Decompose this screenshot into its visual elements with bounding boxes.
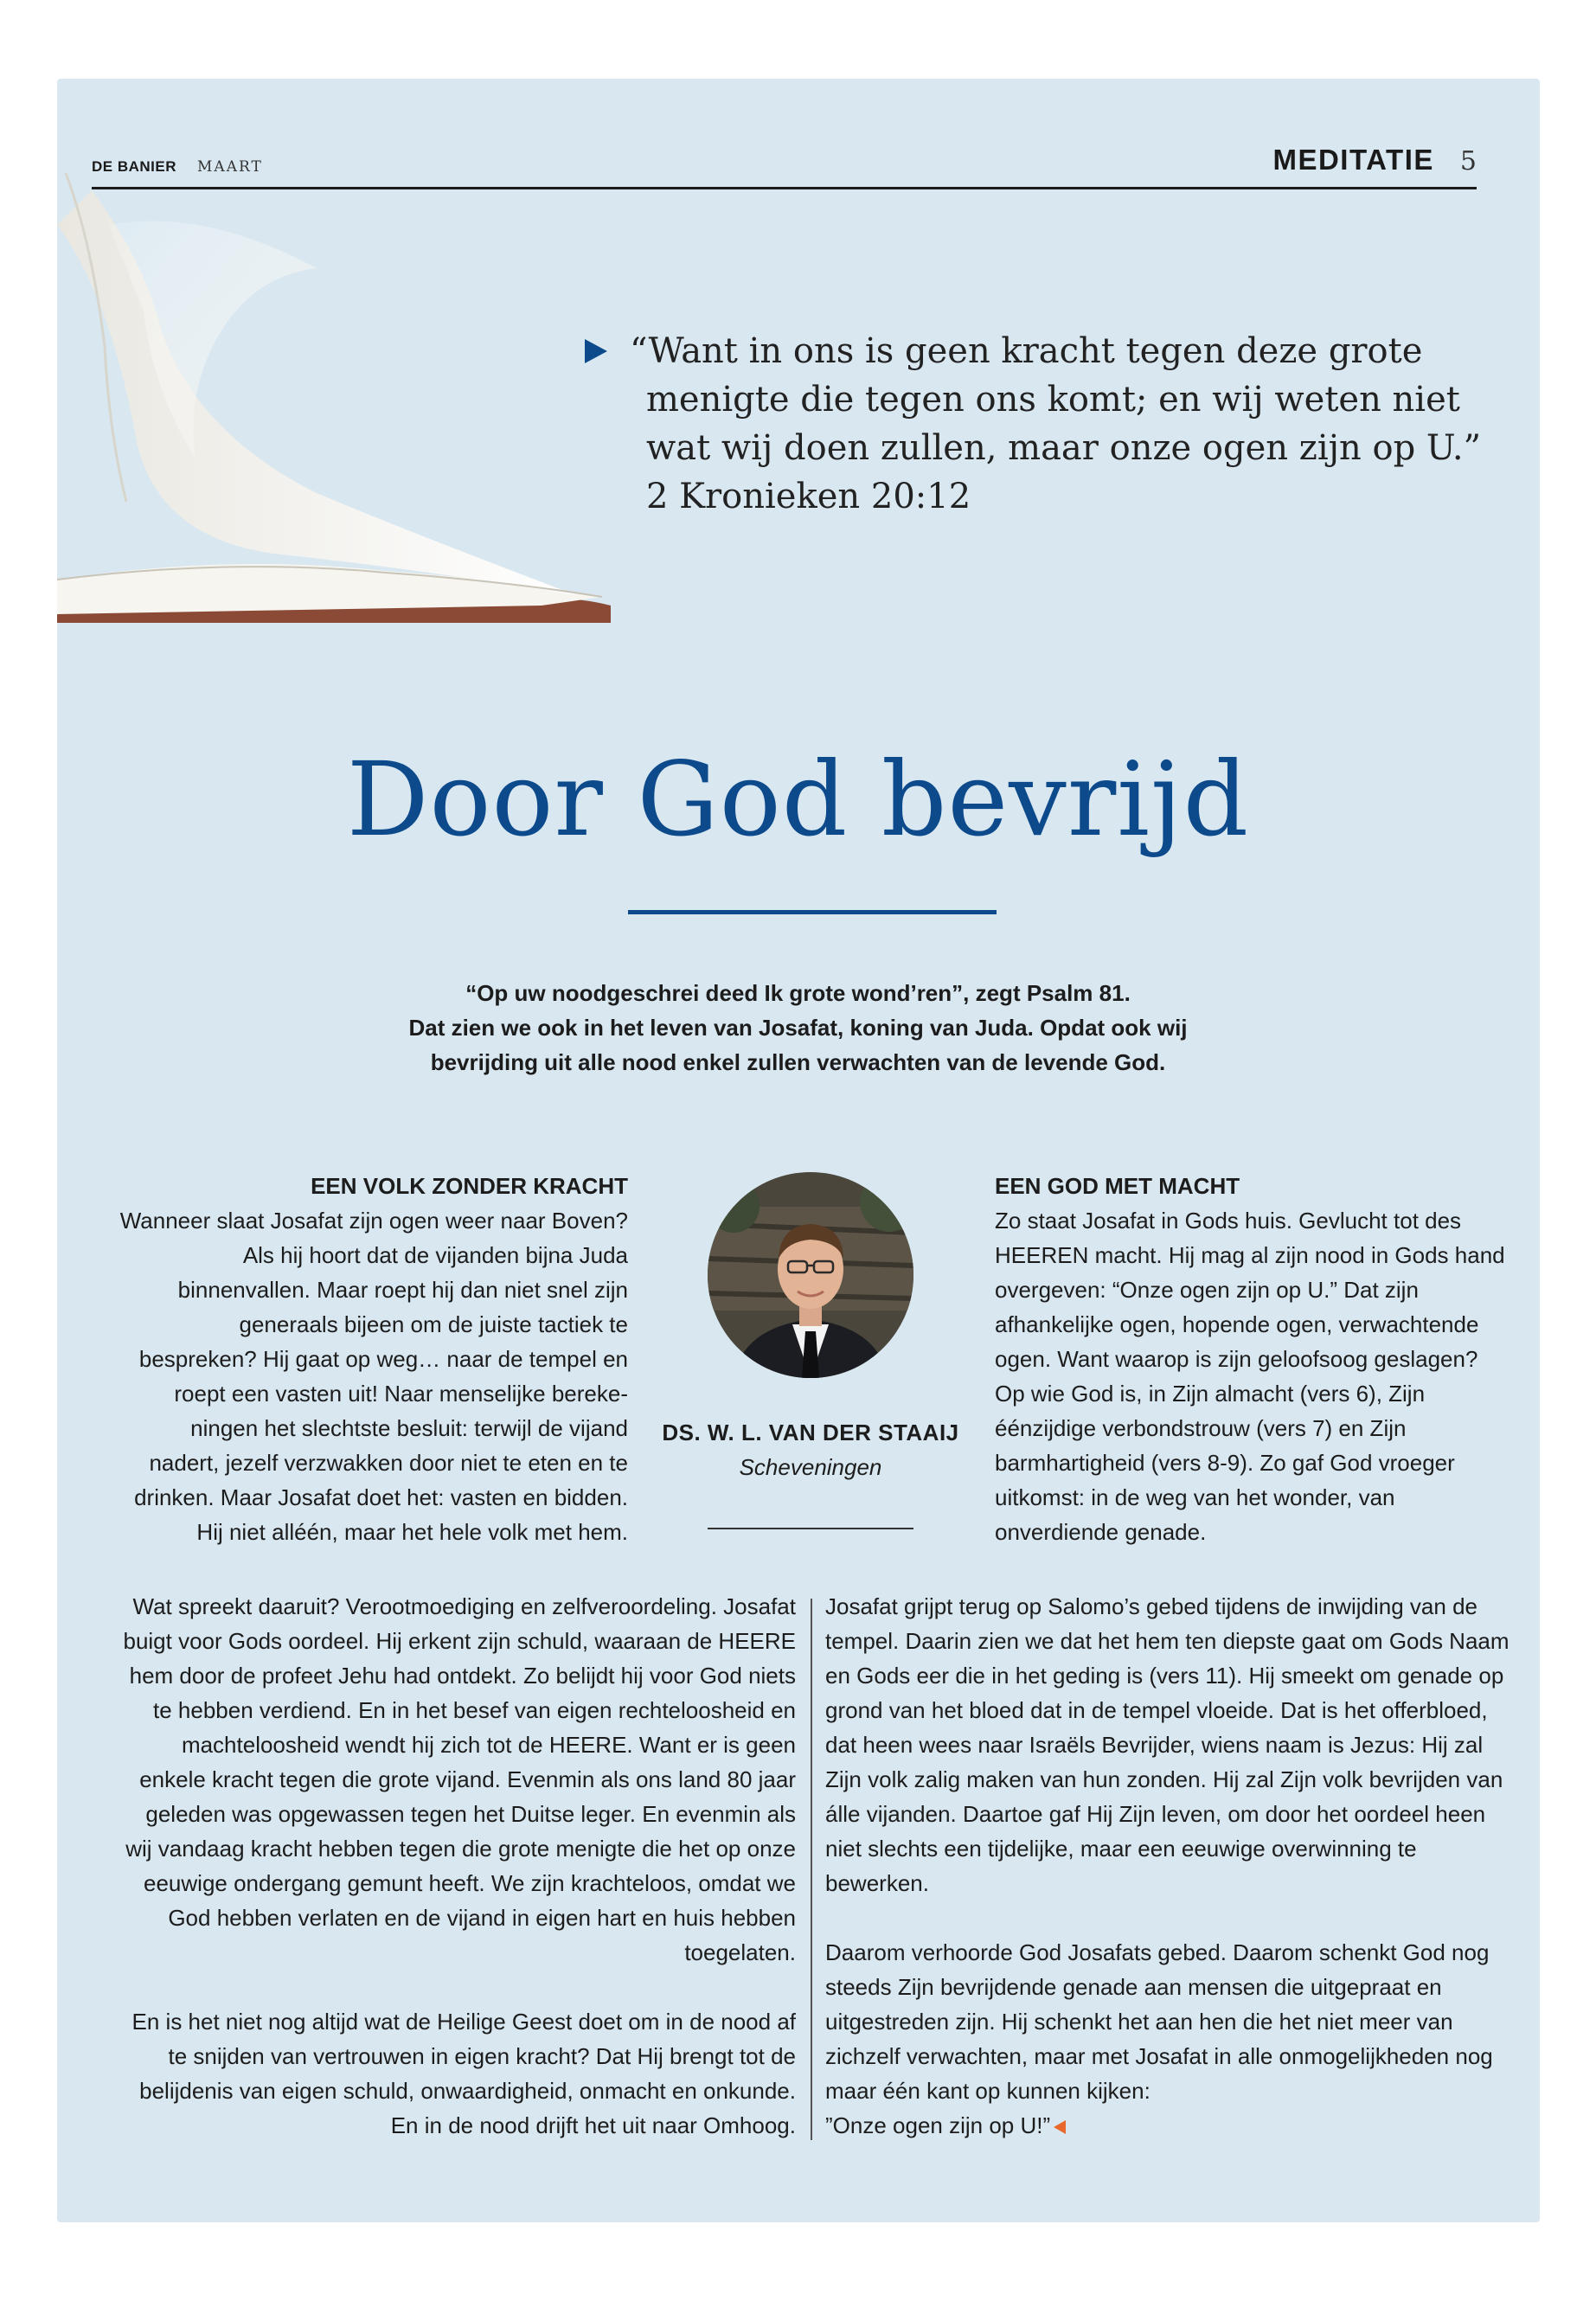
quote-arrow-icon	[585, 339, 607, 363]
body-column-left	[118, 1589, 796, 2177]
section-left	[118, 1169, 628, 1549]
open-book-illustration	[57, 173, 611, 631]
section-right	[995, 1169, 1505, 1549]
author-rule	[708, 1528, 913, 1529]
section-text: Zo staat Josafat in Gods huis. Gevlucht tot des HEEREN macht. Hij mag al zijn nood in Gods hand overgeven: “Onze ogen zijn op U.” Dat zijn afhankelijke ogen, hopende ogen, verwachtende ogen. Want waarop is zijn geloofsoog geslagen? Op wie God is, in Zijn almacht (vers 6), Zijn éénzijdige verbondstrouw (vers 7) en Zijn barmhartigheid (vers 8-9). Zo gaf God vroeger uitkomst: in de weg van het wonder, van onverdiende genade.	[995, 1208, 1505, 1545]
section-heading: EEN GOD MET MACHT	[995, 1173, 1240, 1199]
body-paragraph-text: Daarom verhoorde God Josafats gebed. Daarom schenkt God nog steeds Zijn bevrijdende genade aan mensen die uitgepraat en uitgestreden zijn. Hij schenkt het aan hen die het niet meer van zichzelf verwachten, maar met Josafat in alle onmogelijkheden nog maar één kant op kunnen kijken:	[825, 1939, 1493, 2104]
author-portrait	[708, 1172, 913, 1378]
intro-line: Dat zien we ook in het leven van Josafat, koning van Juda. Opdat ook wij	[408, 1015, 1188, 1041]
quote-line: wat wij doen zullen, maar onze ogen zijn op U.”	[646, 428, 1482, 468]
end-mark-icon	[1054, 2120, 1066, 2134]
section-heading: EEN VOLK ZONDER KRACHT	[311, 1173, 628, 1199]
running-header-right	[1272, 144, 1477, 176]
section-text: Wanneer slaat Josafat zijn ogen weer naar Boven? Als hij hoort dat de vijanden bijna Juda binnenvallen. Maar roept hij dan niet snel zijn generaals bijeen om de juiste tactiek te bespreken? Hij gaat op weg… naar de tempel en roept een vasten uit! Naar menselijke berekeningen het slechtste besluit: terwijl de vijand nadert, jezelf verzwakken door niet te eten en te drinken. Maar Josafat doet het: vasten en bidden. Hij niet alléén, maar het hele volk met hem.	[119, 1208, 628, 1545]
title-rule	[628, 910, 997, 914]
author-name: DS. W. L. VAN DER STAAIJ	[662, 1420, 959, 1445]
article-intro	[260, 976, 1336, 1080]
intro-line: bevrijding uit alle nood enkel zullen verwachten van de levende God.	[430, 1049, 1166, 1075]
body-paragraph	[825, 1935, 1514, 2143]
body-column-right	[825, 1589, 1514, 2143]
bible-quote	[585, 327, 1519, 521]
closing-quote: ”Onze ogen zijn op U!”	[825, 2112, 1051, 2138]
body-paragraph: En is het niet nog altijd wat de Heilige Geest doet om in de nood af te snijden van vertrouwen in eigen kracht? Dat Hij brengt tot de belijdenis van eigen schuld, onwaardigheid, onmacht en onkunde. En in de nood drijft het uit naar Omhoog.	[131, 2009, 796, 2138]
intro-line: “Op uw noodgeschrei deed Ik grote wond’ren”, zegt Psalm 81.	[465, 980, 1131, 1006]
column-divider	[811, 1599, 812, 2140]
quote-line: “Want in ons is geen kracht tegen deze grote	[630, 331, 1423, 371]
page-number: 5	[1459, 146, 1477, 176]
author-place: Scheveningen	[739, 1454, 882, 1480]
issue-month: MAART	[197, 158, 263, 176]
body-paragraph: Wat spreekt daaruit? Verootmoediging en zelfveroordeling. Josafat buigt voor Gods oordeel. Hij erkent zijn schuld, waaraan de HEERE hem door de profeet Jehu had ontdekt. Zo belijdt hij voor God niets te hebben verdiend. En in het besef van eigen rechteloosheid en machteloosheid wendt hij zich tot de HEERE. Want er is geen enkele kracht tegen die grote vijand. Evenmin als ons land 80 jaar geleden was opgewassen tegen het Duitse leger. En evenmin als wij vandaag kracht hebben tegen die grote menigte die het op onze eeuwige ondergang gemunt heeft. We zijn krachteloos, omdat we God hebben verlaten en de vijand in eigen hart en huis hebben toegelaten.	[123, 1593, 796, 1965]
body-paragraph: Josafat grijpt terug op Salomo’s gebed tijdens de inwijding van de tempel. Daarin zien we dat het hem ten diepste gaat om Gods Naam en Gods eer die in het geding is (vers 11). Hij smeekt om genade op grond van het bloed dat in de tempel vloeide. Dat is het offerbloed, dat heen wees naar Israëls Bevrijder, wiens naam is Jezus: Hij zal Zijn volk zalig maken van hun zonden. Hij zal Zijn volk bevrijden van álle vijanden. Daartoe gaf Hij Zijn leven, om door het oordeel heen niet slechts een tijdelijke, maar een eeuwige overwinning te bewerken.	[825, 1593, 1509, 1896]
section-name: MEDITATIE	[1272, 144, 1434, 176]
article-title: Door God bevrijd	[346, 740, 1250, 859]
magazine-name: DE BANIER	[92, 158, 177, 175]
quote-reference: 2 Kronieken 20:12	[646, 477, 971, 516]
quote-line: menigte die tegen ons komt; en wij weten niet	[646, 380, 1460, 420]
